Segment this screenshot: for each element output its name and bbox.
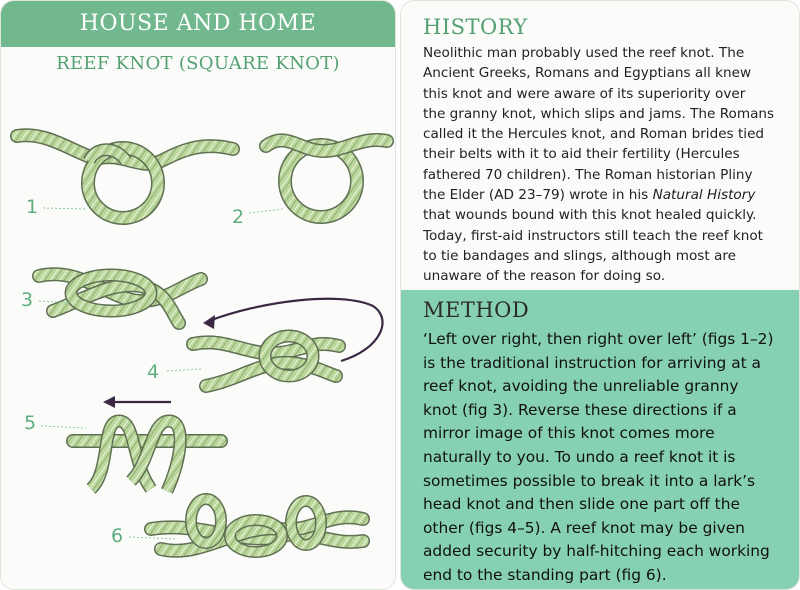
figure-5-label: 5	[24, 412, 37, 434]
method-heading: METHOD	[423, 298, 530, 322]
figure-2-label: 2	[232, 206, 245, 228]
history-line: unaware of the reason for doing so.	[423, 268, 666, 285]
history-line: their belts with it to aid their fertility (Hercules	[423, 146, 740, 163]
history-line: fathered 70 children). The Roman historian Pliny	[423, 166, 753, 183]
method-text	[423, 328, 793, 588]
history-line: Ancient Greeks, Romans and Egyptians all knew	[423, 65, 752, 82]
figure-4-drawing	[193, 336, 339, 386]
figure-6-drawing	[151, 499, 363, 552]
method-line: sometimes possible to break it into a lark’s	[423, 471, 756, 490]
right-card	[400, 0, 800, 590]
method-line: head knot and then slide one part off the	[423, 495, 740, 514]
history-line: this knot and were aware of its superiority over	[423, 85, 746, 102]
history-line: Neolithic man probably used the reef knot. The	[423, 45, 745, 61]
history-line: to tie bandages and slings, although most are	[423, 247, 737, 264]
method-line: naturally to you. To undo a reef knot it is	[423, 447, 736, 466]
history-line-start: the Elder (AD 23–79) wrote in his	[423, 187, 653, 204]
book-title: Natural History	[652, 187, 756, 204]
method-line: ‘Left over right, then right over left’ (figs 1–2)	[423, 330, 774, 348]
figure-3-label: 3	[21, 289, 34, 311]
method-line: is the traditional instruction for arriving at a	[423, 353, 761, 372]
figure-5-drawing	[73, 421, 221, 491]
method-line: knot (fig 3). Reverse these directions if a	[423, 400, 737, 419]
history-line: that wounds bound with this knot healed quickly.	[423, 207, 757, 224]
method-line: added security by half-hitching each working	[423, 542, 770, 561]
history-line: Today, first-aid instructors still teach the reef knot	[423, 227, 763, 244]
figure-1-drawing	[17, 135, 233, 218]
knot-title: REEF KNOT (SQUARE KNOT)	[56, 53, 340, 74]
method-line: other (figs 4–5). A reef knot may be given	[423, 518, 745, 537]
history-text	[423, 43, 795, 287]
figure-2-drawing	[266, 140, 387, 217]
figure-4-label: 4	[147, 361, 160, 383]
method-line: mirror image of this knot comes more	[423, 424, 715, 443]
figure-1-label: 1	[26, 196, 39, 218]
figure-6-label: 6	[111, 525, 124, 547]
history-line: the granny knot, which slips and jams. The Romans	[423, 105, 775, 122]
history-heading: HISTORY	[423, 15, 528, 39]
category-banner: HOUSE AND HOME	[1, 1, 395, 47]
history-line: called it the Hercules knot, and Roman brides tied	[423, 126, 765, 143]
figure-3-drawing	[39, 274, 201, 323]
method-line: reef knot, avoiding the unreliable granny	[423, 377, 739, 396]
history-line	[423, 185, 795, 205]
method-panel	[401, 290, 799, 590]
knot-illustrations	[1, 1, 396, 590]
left-card	[0, 0, 396, 590]
method-line: end to the standing part (fig 6).	[423, 565, 667, 584]
